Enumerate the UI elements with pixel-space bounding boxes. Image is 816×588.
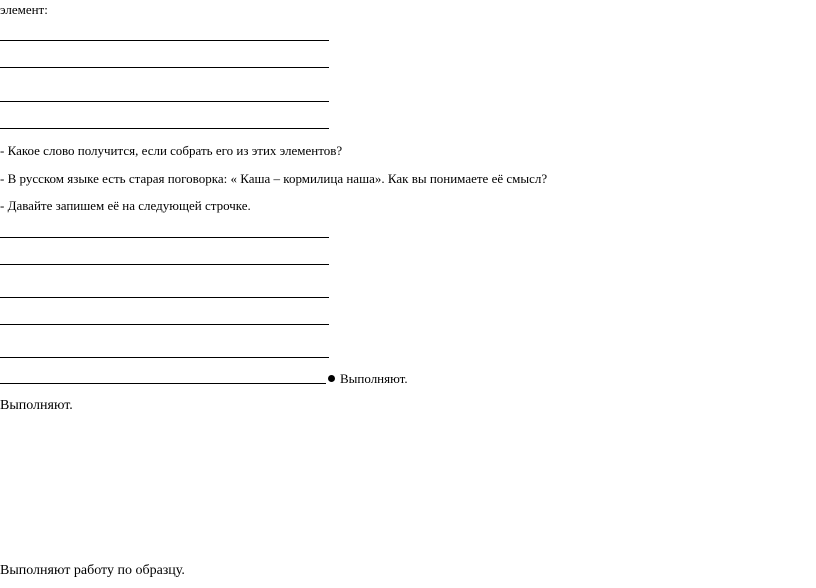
writing-line bbox=[0, 264, 329, 265]
writing-line bbox=[0, 297, 329, 298]
writing-line bbox=[0, 237, 329, 238]
writing-line bbox=[0, 383, 326, 384]
writing-line bbox=[0, 40, 329, 41]
writing-line bbox=[0, 101, 329, 102]
bullet-text: Выполняют. bbox=[340, 371, 408, 386]
question-1: - Какое слово получится, если собрать его из этих элементов? bbox=[0, 143, 343, 158]
bullet-row bbox=[0, 371, 408, 387]
question-3: - Давайте запишем её на следующей строчке. bbox=[0, 198, 251, 213]
writing-line bbox=[0, 67, 329, 68]
writing-line bbox=[0, 128, 329, 129]
writing-line bbox=[0, 324, 329, 325]
question-2: - В русском языке есть старая поговорка: « Каша – кормилица наша». Как вы понимаете её смысл? bbox=[0, 171, 548, 186]
bullet-icon bbox=[328, 375, 335, 382]
writing-line bbox=[0, 357, 329, 358]
response-1: Выполняют. bbox=[0, 398, 73, 413]
response-2: Выполняют работу по образцу. bbox=[0, 563, 185, 578]
intro-label: элемент: bbox=[0, 2, 48, 17]
